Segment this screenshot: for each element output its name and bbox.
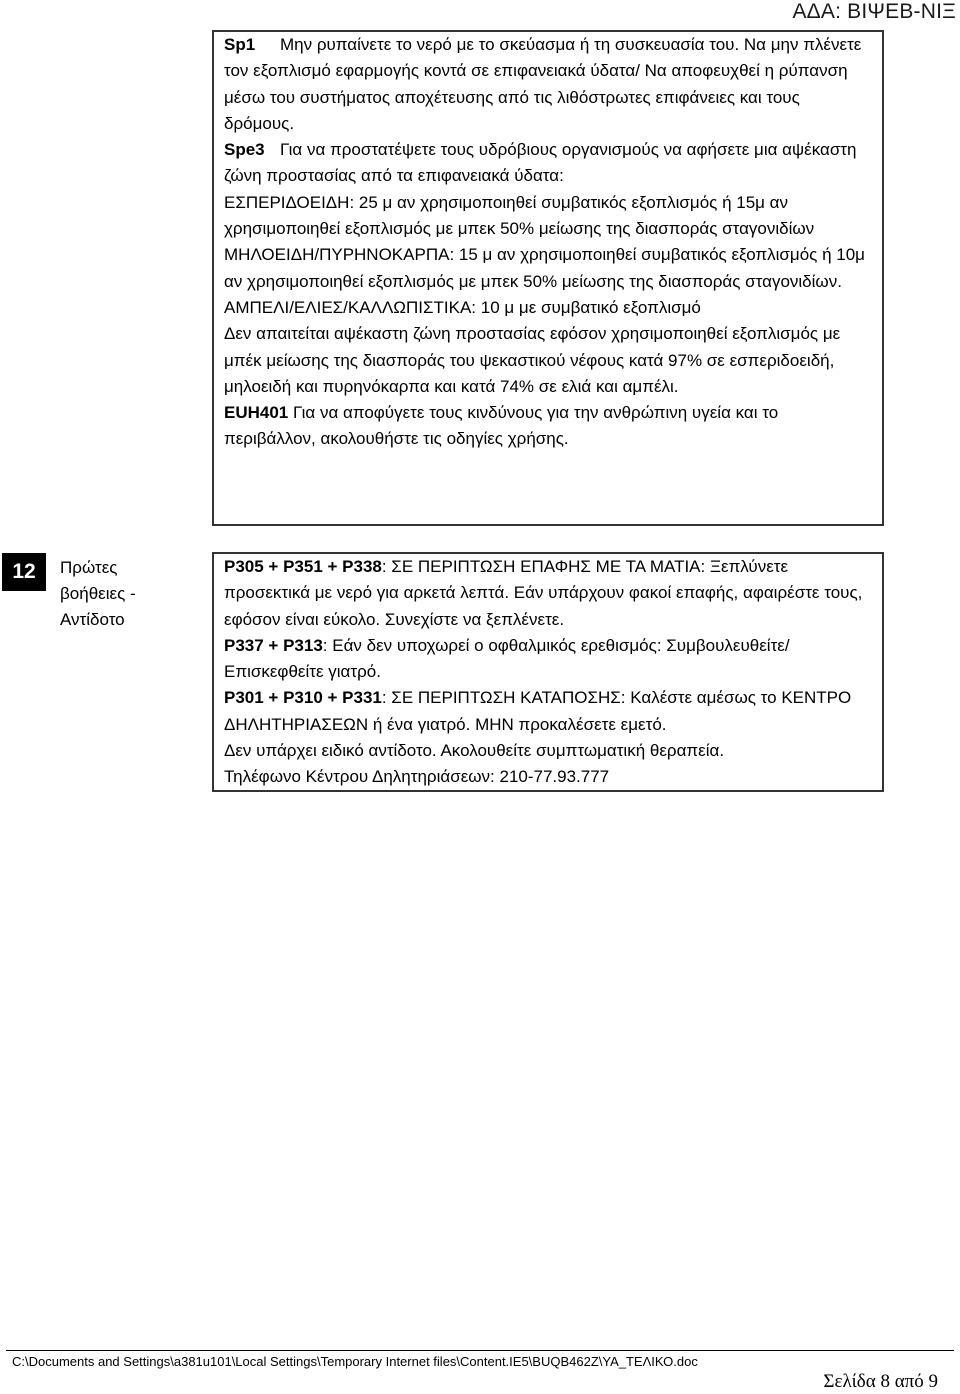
- p337-paragraph: [224, 633, 872, 686]
- ada-header: ΑΔΑ: ΒΙΨΕΒ-ΝΙΞ: [792, 0, 956, 23]
- section-title-line: Πρώτες: [60, 558, 118, 577]
- euh401-code: EUH401: [224, 403, 289, 423]
- sp1-text: Μην ρυπαίνετε το νερό με το σκεύασμα ή τη συσκευασία του. Να μην πλένετε τον εξοπλισμό εφαρμογής κοντά σε επιφανειακά ύδατα/ Να αποφευχθεί η ρύπανση μέσω του συστήματος αποχέτευσης από τις λιθόστρωτες επιφάνειες και τους δρόμους.: [224, 35, 862, 133]
- first-aid-box: [212, 552, 884, 792]
- poison-center-phone: Τηλέφωνο Κέντρου Δηλητηριάσεων: 210-77.93.777: [224, 767, 610, 787]
- p301-text: : ΣΕ ΠΕΡΙΠΤΩΣΗ ΚΑΤΑΠΟΣΗΣ: Καλέστε αμέσως το ΚΕΝΤΡΟ ΔΗΛΗΤΗΡΙΑΣΕΩΝ ή ένα γιατρό. ΜΗΝ προκαλέσετε εμετό.: [224, 688, 852, 734]
- sp1-code: Sp1: [224, 35, 256, 54]
- p305-text: : ΣΕ ΠΕΡΙΠΤΩΣΗ ΕΠΑΦΗΣ ΜΕ ΤΑ ΜΑΤΙΑ: Ξεπλύνετε προσεκτικά με νερό για αρκετά λεπτά. Εάν υπάρχουν φακοί επαφής, αφαιρέστε τους, εφόσον είναι εύκολο. Συνεχίστε να ξεπλένετε.: [224, 557, 863, 629]
- euh401-paragraph: [224, 400, 872, 453]
- p301-paragraph: [224, 685, 872, 738]
- page-number: Σελίδα 8 από 9: [823, 1371, 938, 1392]
- section-title-line: βοήθειες -: [60, 584, 136, 603]
- antidote-note: Δεν υπάρχει ειδικό αντίδοτο. Ακολουθείτε συμπτωματική θεραπεία.: [224, 741, 725, 761]
- p305-paragraph: [224, 554, 872, 633]
- footer-file-path: C:\Documents and Settings\a381u101\Local Settings\Temporary Internet files\Content.IE5\BUQB462Z\ΥΑ_ΤΕΛΙΚΟ.doc: [12, 1354, 698, 1369]
- pome-zone: ΜΗΛΟΕΙΔΗ/ΠΥΡΗΝΟΚΑΡΠΑ: 15 μ αν χρησιμοποιηθεί συμβατικός εξοπλισμός ή 10μ αν χρησιμοποιηθεί εξοπλισμός με μπεκ 50% μείωσης της διασποράς σταγονιδίων.: [224, 245, 865, 291]
- spe3-paragraph: [224, 137, 872, 190]
- footer-divider: [6, 1350, 954, 1351]
- euh401-text: Για να αποφύγετε τους κινδύνους για την ανθρώπινη υγεία και το περιβάλλον, ακολουθήστε τις οδηγίες χρήσης.: [224, 403, 779, 449]
- precautions-box: [212, 30, 884, 526]
- section-number-badge: 12: [2, 553, 46, 591]
- sp1-paragraph: [224, 32, 872, 137]
- p301-code: P301 + P310 + P331: [224, 688, 382, 708]
- section-title-line: Αντίδοτο: [60, 610, 125, 629]
- vine-zone: ΑΜΠΕΛΙ/ΕΛΙΕΣ/ΚΑΛΛΩΠΙΣΤΙΚΑ: 10 μ με συμβατικό εξοπλισμό: [224, 297, 701, 317]
- p337-code: P337 + P313: [224, 635, 323, 655]
- citrus-zone: ΕΣΠΕΡΙΔΟΕΙΔΗ: 25 μ αν χρησιμοποιηθεί συμβατικός εξοπλισμός ή 15μ αν χρησιμοποιηθεί εξοπλισμός με μπεκ 50% μείωσης της διασποράς σταγονιδίων: [224, 192, 815, 239]
- spe3-code: Spe3: [224, 140, 265, 160]
- p337-text: : Εάν δεν υποχωρεί ο οφθαλμικός ερεθισμός: Συμβουλευθείτε/ Επισκεφθείτε γιατρό.: [224, 635, 790, 682]
- spe3-text: Για να προστατέψετε τους υδρόβιους οργανισμούς να αφήσετε μια αψέκαστη ζώνη προστασίας από τα επιφανειακά ύδατα:: [224, 140, 857, 186]
- p305-code: P305 + P351 + P338: [224, 557, 382, 576]
- no-zone-note: Δεν απαιτείται αψέκαστη ζώνη προστασίας εφόσον χρησιμοποιηθεί εξοπλισμός με μπέκ μείωσης της διασποράς του ψεκαστικού νέφους κατά 97% σε εσπεριδοειδή, μηλοειδή και πυρηνόκαρπα και κατά 74% σε ελιά και αμπέλι.: [224, 324, 841, 396]
- section-title: [60, 555, 136, 633]
